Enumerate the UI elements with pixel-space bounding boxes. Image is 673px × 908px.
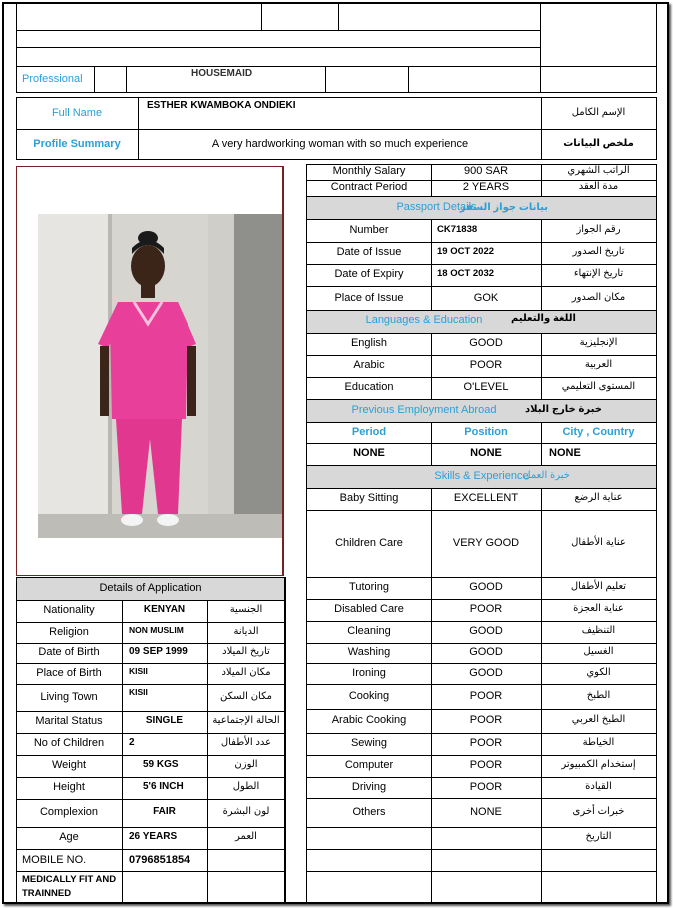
application-6-ar: عدد الأطفال [220, 737, 272, 748]
skill-4-label: Cleaning [347, 625, 391, 637]
grid-line [307, 621, 656, 622]
grid-line [122, 643, 123, 663]
grid-line [431, 827, 432, 849]
skill-5-label: Washing [347, 646, 391, 658]
language-0-value: GOOD [469, 337, 503, 349]
application-2-ar: تاريخ الميلاد [222, 646, 270, 657]
grid-line [16, 622, 285, 623]
grid-line [16, 799, 285, 800]
application-7-label: Weight [51, 759, 87, 771]
passport-1-value: 19 OCT 2022 [437, 246, 495, 257]
passport-2-label: Date of Expiry [334, 268, 404, 280]
skill-12-value: NONE [470, 806, 502, 818]
skill-2-ar: تعليم الأطفال [570, 581, 627, 592]
passport-1-label: Date of Issue [336, 246, 402, 258]
grid-line [541, 849, 542, 904]
grid-line [16, 777, 285, 778]
skill-11-label: Driving [351, 781, 387, 793]
passport-3-label: Place of Issue [334, 292, 404, 304]
passport-1-ar: تاريخ الصدور [572, 246, 625, 257]
grid-line [431, 220, 432, 242]
application-title: Details of Application [99, 582, 202, 594]
application-3-value: KISII [129, 666, 148, 676]
grid-line [307, 733, 656, 734]
skill-8-label: Arabic Cooking [331, 714, 407, 726]
grid-line [307, 443, 656, 444]
mobile-value: 0796851854 [129, 854, 191, 866]
application-4-label: Living Town [40, 691, 98, 703]
grid-line [307, 777, 656, 778]
skill-5-ar: الغسيل [583, 646, 614, 657]
contract-period-ar: مدة العقد [578, 181, 619, 192]
language-0-ar: الإنجليزية [579, 337, 618, 348]
skill-0-label: Baby Sitting [339, 492, 399, 504]
grid-line [16, 663, 285, 664]
grid-line [307, 903, 656, 904]
grid-line [307, 219, 656, 220]
application-7-value: 59 KGS [143, 759, 179, 770]
grid-line [16, 711, 285, 712]
grid-line [16, 684, 285, 685]
passport-title: Passport Details [396, 201, 477, 213]
language-2-label: Education [344, 381, 394, 393]
grid-line [307, 755, 656, 756]
application-0-ar: الجنسية [229, 604, 263, 615]
application-8-label: Height [53, 781, 85, 793]
passport-0-label: Number [349, 224, 389, 236]
skill-10-ar: إستخدام الكمبيوتر [561, 759, 636, 770]
skill-1-ar: عناية الأطفال [571, 537, 626, 548]
salary-label: Monthly Salary [332, 165, 406, 177]
grid-line [122, 684, 123, 711]
grid-line [431, 849, 432, 904]
medical-line1: MEDICALLY FIT AND [22, 874, 117, 885]
grid-line [307, 577, 656, 578]
employment-title: Previous Employment Abroad [351, 404, 497, 416]
grid-line [307, 355, 656, 356]
skill-1-label: Children Care [335, 537, 403, 549]
full-name-value: ESTHER KWAMBOKA ONDIEKI [147, 100, 296, 111]
application-4-value: KISII [129, 687, 148, 697]
summary-label: Profile Summary [33, 138, 121, 150]
employment-period-header: Period [351, 426, 387, 438]
application-9-ar: لون البشرة [222, 806, 270, 817]
application-0-label: Nationality [43, 604, 95, 616]
skills-title: Skills & Experience [434, 470, 529, 482]
skill-9-label: Sewing [350, 737, 388, 749]
skill-11-ar: القيادة [585, 781, 612, 792]
passport-2-ar: تاريخ الإنتهاء [573, 268, 624, 279]
skill-4-ar: التنظيف [581, 625, 616, 636]
position-value: HOUSEMAID [191, 68, 253, 79]
grid-line [307, 663, 656, 664]
mobile-label: MOBILE NO. [22, 854, 87, 866]
grid-line [307, 871, 656, 872]
application-3-label: Place of Birth [36, 667, 102, 679]
skill-6-ar: الكوي [586, 667, 611, 678]
employment-position-header: Position [464, 426, 508, 438]
application-10-label: Age [59, 831, 79, 843]
grid-line [16, 903, 285, 904]
grid-line [16, 849, 285, 850]
skill-6-label: Ironing [352, 667, 386, 679]
skill-1-value: VERY GOOD [452, 537, 520, 549]
application-6-label: No of Children [33, 737, 105, 749]
language-1-label: Arabic [353, 359, 385, 371]
employment-title-ar: خبرة خارج البلاد [525, 404, 602, 415]
language-2-ar: المستوى التعليمي [561, 381, 636, 392]
salary-value: 900 SAR [463, 165, 509, 177]
application-0-value: KENYAN [143, 604, 186, 615]
grid-line [16, 600, 285, 601]
language-2-value: O'LEVEL [463, 381, 509, 393]
grid-line [307, 599, 656, 600]
grid-line [122, 777, 123, 799]
grid-line [307, 242, 656, 243]
skill-10-value: POOR [469, 759, 503, 771]
skill-9-value: POOR [469, 737, 503, 749]
grid-line [122, 663, 123, 684]
skill-8-value: POOR [469, 714, 503, 726]
skill-7-value: POOR [469, 690, 503, 702]
languages-title: Languages & Education [365, 314, 483, 326]
skill-7-label: Cooking [348, 690, 390, 702]
application-7-ar: الوزن [234, 759, 258, 770]
grid-line [307, 488, 656, 489]
skill-3-label: Disabled Care [334, 603, 404, 615]
application-2-value: 09 SEP 1999 [129, 646, 188, 657]
full-name-ar: الإسم الكامل [571, 107, 626, 118]
skills-title-ar: خبرة العمل [523, 470, 570, 481]
employment-position-value: NONE [470, 447, 502, 459]
contract-period-value: 2 YEARS [462, 181, 510, 193]
employment-country-header: City , Country [562, 426, 635, 438]
grid-line [307, 684, 656, 685]
grid-line [307, 849, 656, 850]
skill-13-ar: التاريخ [585, 831, 612, 842]
grid-line [307, 264, 656, 265]
application-10-ar: العمر [235, 831, 257, 842]
language-0-label: English [350, 337, 388, 349]
skill-3-value: POOR [469, 603, 503, 615]
passport-0-ar: رقم الجواز [576, 224, 621, 235]
skill-3-ar: عناية العجزة [573, 603, 624, 614]
grid-line [307, 510, 656, 511]
skill-2-value: GOOD [469, 581, 503, 593]
grid-line [16, 643, 285, 644]
grid-line [307, 709, 656, 710]
passport-3-value: GOK [473, 292, 499, 304]
contract-period-label: Contract Period [330, 181, 408, 193]
skill-8-ar: الطبخ العربي [571, 714, 626, 725]
employment-country-value: NONE [549, 447, 581, 459]
skill-5-value: GOOD [469, 646, 503, 658]
application-5-label: Marital Status [35, 715, 103, 727]
application-9-value: FAIR [153, 806, 176, 817]
skill-0-ar: عناية الرضع [574, 492, 623, 503]
application-1-value: NON MUSLIM [129, 625, 184, 635]
summary-value: A very hardworking woman with so much experience [211, 138, 469, 150]
language-1-ar: العربية [584, 359, 613, 370]
languages-title-ar: اللغة والتعليم [511, 313, 576, 324]
grid-line [16, 755, 285, 756]
medical-line2: TRAINNED [22, 888, 72, 899]
grid-line [122, 622, 123, 643]
passport-3-ar: مكان الصدور [571, 292, 626, 303]
grid-line [307, 286, 656, 287]
grid-line [307, 643, 656, 644]
grid-line [431, 264, 432, 286]
passport-title-ar: بيانات جواز السفر [459, 202, 548, 213]
application-9-label: Complexion [39, 806, 99, 818]
candidate-photo [38, 214, 282, 538]
grid-line [16, 733, 285, 734]
professional-label: Professional [22, 73, 83, 85]
application-1-label: Religion [49, 626, 89, 638]
language-1-value: POOR [469, 359, 503, 371]
application-8-ar: الطول [232, 781, 260, 792]
full-name-label: Full Name [51, 107, 103, 119]
grid-line [431, 242, 432, 264]
skill-11-value: POOR [469, 781, 503, 793]
salary-ar: الراتب الشهري [567, 165, 630, 176]
passport-2-value: 18 OCT 2032 [437, 268, 495, 279]
skill-7-ar: الطبخ [586, 690, 611, 701]
grid-line [285, 577, 286, 904]
grid-line [307, 827, 656, 828]
application-8-value: 5'6 INCH [143, 781, 184, 792]
grid-line [307, 377, 656, 378]
passport-0-value: CK71838 [437, 224, 478, 235]
application-10-value: 26 YEARS [129, 831, 178, 842]
application-3-ar: مكان الميلاد [221, 667, 271, 678]
application-1-ar: الديانة [233, 626, 259, 637]
grid-line [122, 755, 123, 777]
skill-6-value: GOOD [469, 667, 503, 679]
grid-line [16, 871, 285, 872]
application-6-value: 2 [129, 737, 135, 748]
grid-line [307, 422, 656, 423]
grid-line [16, 827, 285, 828]
application-2-label: Date of Birth [38, 646, 100, 658]
skill-12-label: Others [352, 806, 386, 818]
application-4-ar: مكان السكن [220, 691, 272, 702]
grid-line [122, 827, 123, 849]
grid-line [307, 798, 656, 799]
skill-12-ar: خبرات أخرى [572, 806, 625, 817]
skill-4-value: GOOD [469, 625, 503, 637]
grid-line [122, 733, 123, 755]
application-5-ar: الحالة الإجتماعية [212, 715, 280, 726]
summary-ar: ملخص البيانات [563, 138, 634, 149]
grid-line [307, 333, 656, 334]
skill-0-value: EXCELLENT [453, 492, 519, 504]
employment-period-value: NONE [353, 447, 385, 459]
skill-2-label: Tutoring [349, 581, 389, 593]
application-5-value: SINGLE [145, 715, 184, 726]
skill-9-ar: الخياطة [582, 737, 615, 748]
skill-10-label: Computer [344, 759, 394, 771]
